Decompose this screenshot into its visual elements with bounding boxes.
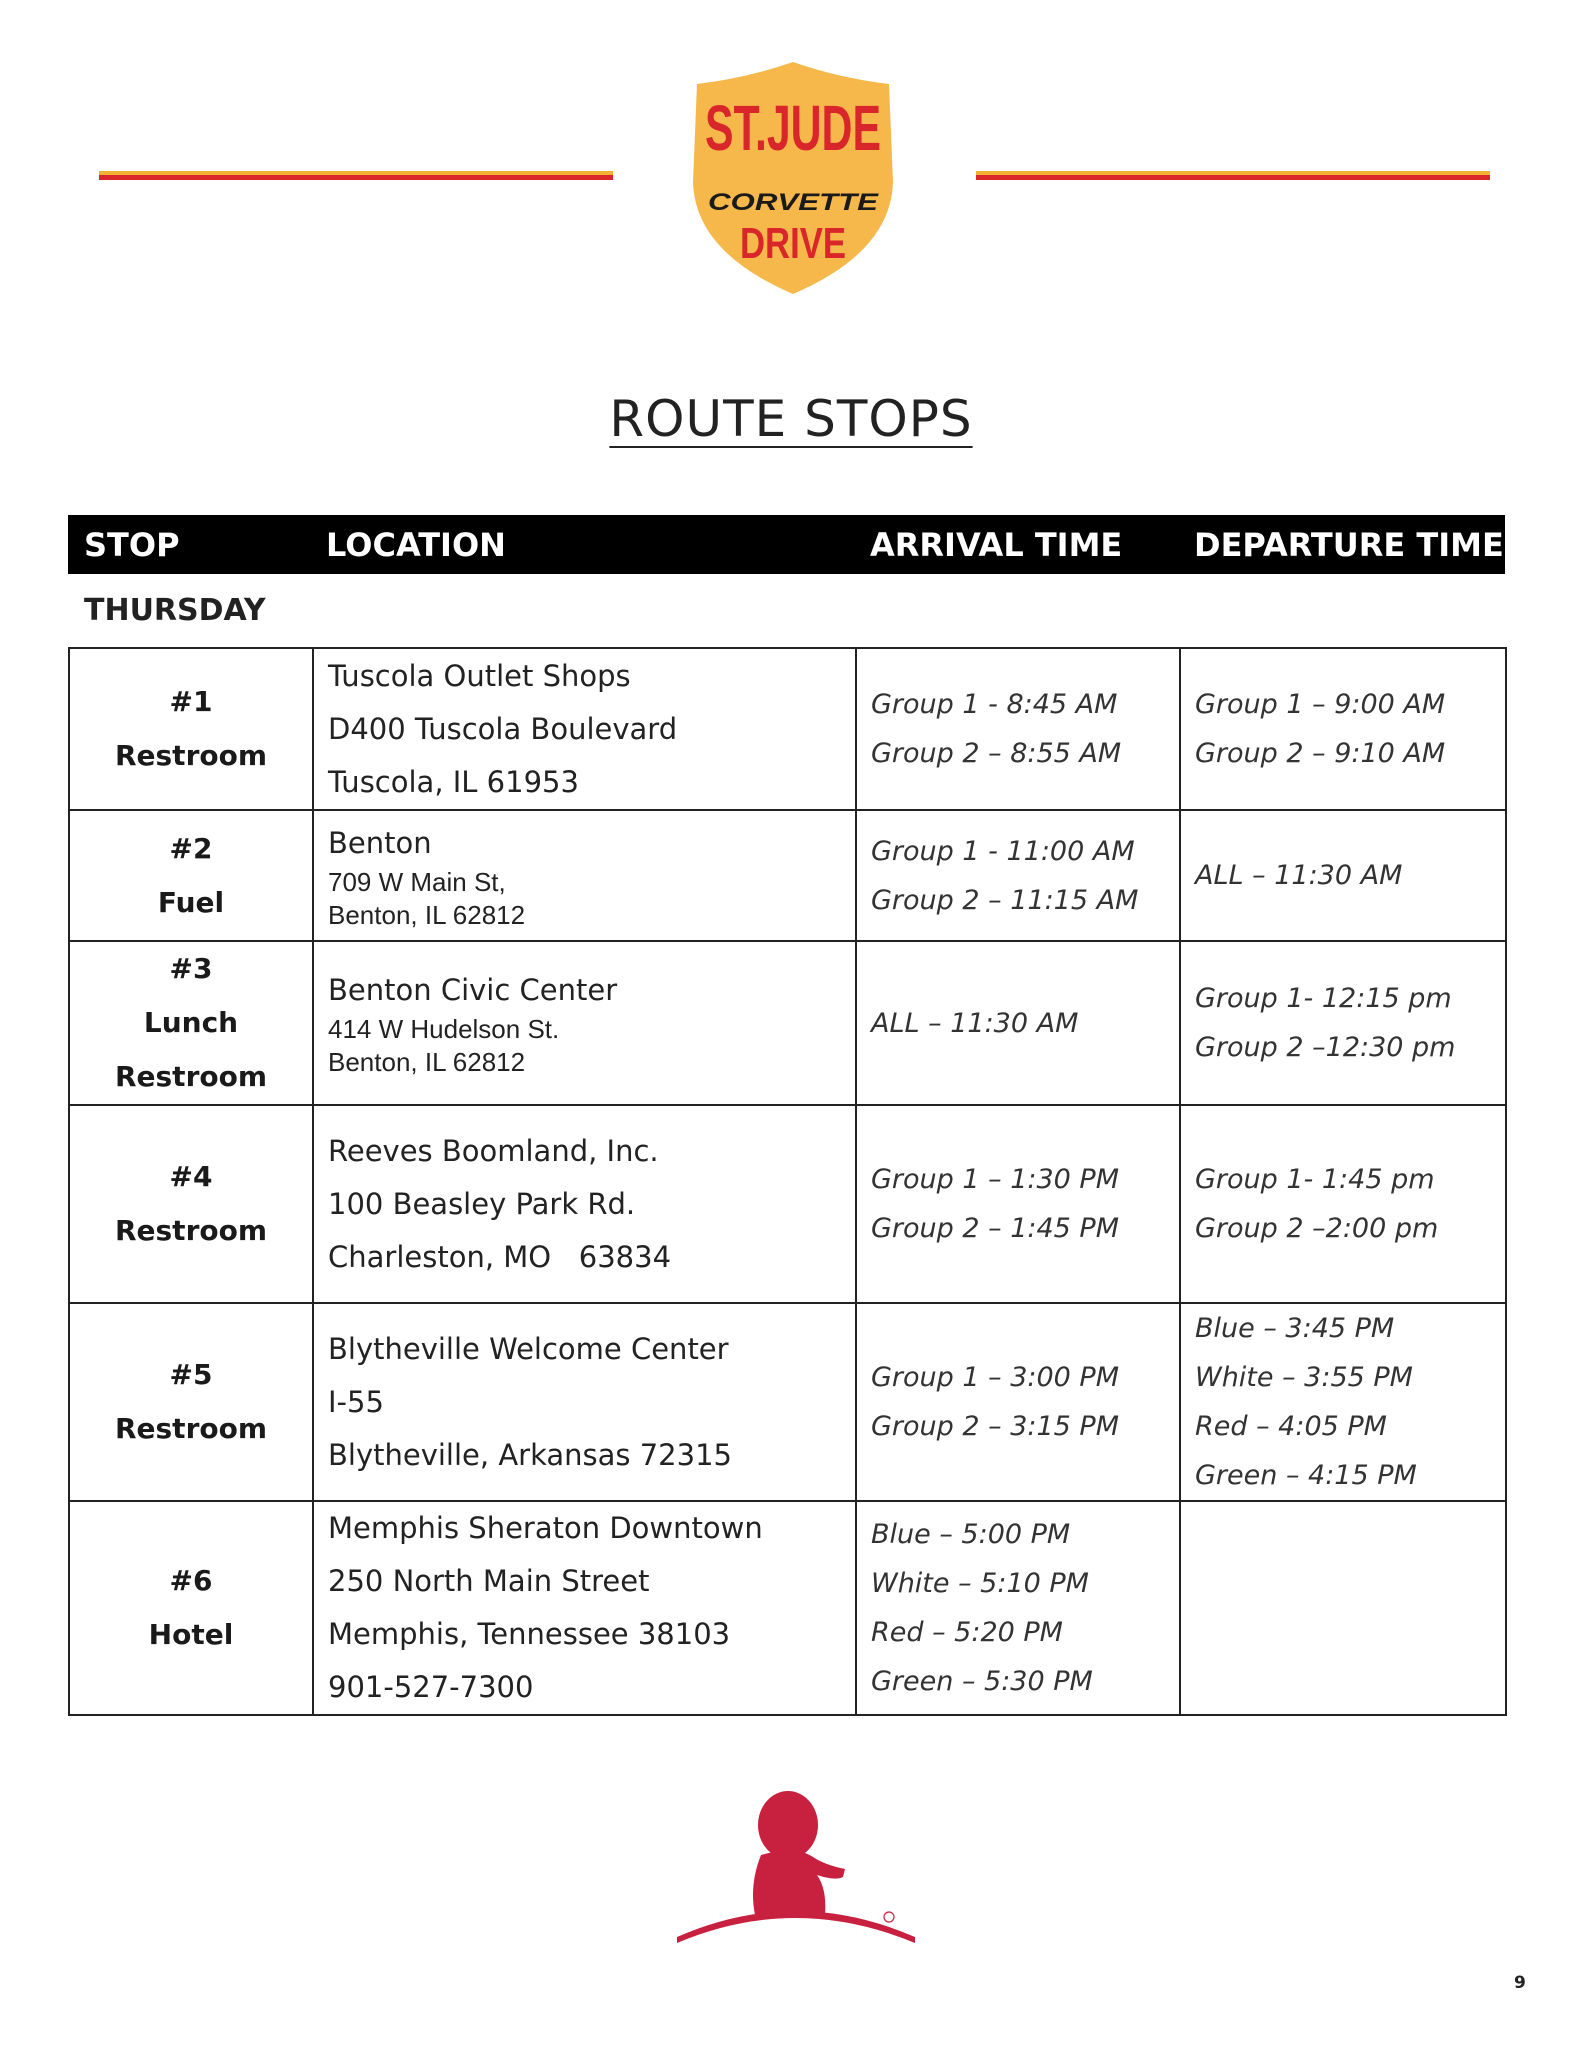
route-stops-table xyxy=(68,647,1507,1716)
arrival-cell: ALL – 11:30 AM xyxy=(856,941,1180,1105)
stop-cell: #1 Restroom xyxy=(69,648,313,810)
location-cell: Reeves Boomland, Inc. 100 Beasley Park Rd. Charleston, MO 63834 xyxy=(313,1105,856,1303)
arrival-cell: Group 1 – 1:30 PM Group 2 – 1:45 PM xyxy=(856,1105,1180,1303)
table-row xyxy=(69,1105,1506,1303)
departure-cell xyxy=(1180,1501,1506,1715)
page-title: ROUTE STOPS xyxy=(609,390,973,448)
arrival-cell: Group 1 - 11:00 AM Group 2 – 11:15 AM xyxy=(856,810,1180,941)
st-jude-child-logo xyxy=(675,1785,915,1945)
stop-cell: #3 Lunch Restroom xyxy=(69,941,313,1105)
table-row xyxy=(69,810,1506,941)
location-cell: Benton Civic Center 414 W Hudelson St. Benton, IL 62812 xyxy=(313,941,856,1105)
stop-cell: #2 Fuel xyxy=(69,810,313,941)
page-number: 9 xyxy=(1514,1973,1526,1993)
arrival-cell: Blue – 5:00 PM White – 5:10 PM Red – 5:20 PM Green – 5:30 PM xyxy=(856,1501,1180,1715)
arrival-cell: Group 1 - 8:45 AM Group 2 – 8:55 AM xyxy=(856,648,1180,810)
header-location: LOCATION xyxy=(326,526,506,564)
departure-cell: ALL – 11:30 AM xyxy=(1180,810,1506,941)
header-stop: STOP xyxy=(84,526,180,564)
location-cell: Benton 709 W Main St, Benton, IL 62812 xyxy=(313,810,856,941)
day-label: THURSDAY xyxy=(84,593,266,628)
logo-text-drive: DRIVE xyxy=(740,219,846,268)
left-decorative-rule xyxy=(99,171,613,180)
arrival-cell: Group 1 – 3:00 PM Group 2 – 3:15 PM xyxy=(856,1303,1180,1501)
location-cell: Memphis Sheraton Downtown 250 North Main Street Memphis, Tennessee 38103 901-527-7300 xyxy=(313,1501,856,1715)
stop-cell: #5 Restroom xyxy=(69,1303,313,1501)
departure-cell: Group 1 – 9:00 AM Group 2 – 9:10 AM xyxy=(1180,648,1506,810)
departure-cell: Group 1- 12:15 pm Group 2 –12:30 pm xyxy=(1180,941,1506,1105)
logo-text-corvette: CORVETTE xyxy=(708,189,880,216)
header-departure-time: DEPARTURE TIME xyxy=(1194,526,1504,564)
right-decorative-rule xyxy=(976,171,1490,180)
location-cell: Blytheville Welcome Center I-55 Blytheville, Arkansas 72315 xyxy=(313,1303,856,1501)
header-arrival-time: ARRIVAL TIME xyxy=(870,526,1123,564)
table-row xyxy=(69,1501,1506,1715)
st-jude-corvette-drive-logo xyxy=(687,62,899,294)
stop-cell: #6 Hotel xyxy=(69,1501,313,1715)
logo-text-st-jude: ST.JUDE xyxy=(705,92,881,164)
table-row xyxy=(69,1303,1506,1501)
location-cell: Tuscola Outlet Shops D400 Tuscola Boulevard Tuscola, IL 61953 xyxy=(313,648,856,810)
departure-cell: Blue – 3:45 PM White – 3:55 PM Red – 4:05 PM Green – 4:15 PM xyxy=(1180,1303,1506,1501)
table-header-bar xyxy=(68,515,1505,574)
stop-cell: #4 Restroom xyxy=(69,1105,313,1303)
table-row xyxy=(69,648,1506,810)
table-row xyxy=(69,941,1506,1105)
departure-cell: Group 1- 1:45 pm Group 2 –2:00 pm xyxy=(1180,1105,1506,1303)
